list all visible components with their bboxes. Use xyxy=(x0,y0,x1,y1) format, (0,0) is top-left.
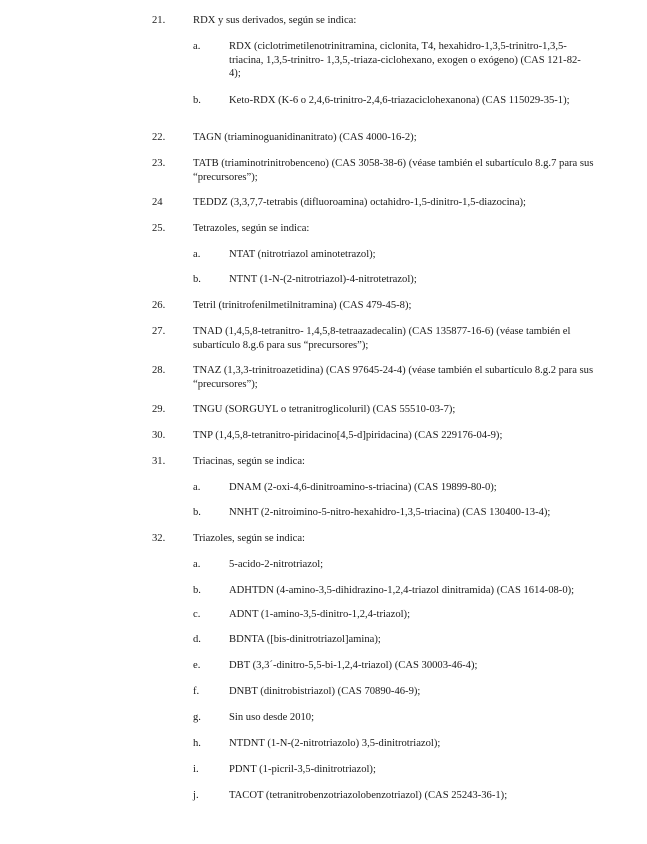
item-number: 31. xyxy=(152,456,166,467)
sub-item-text: NTAT (nitrotriazol aminotetrazol); xyxy=(229,249,376,260)
item-number: 26. xyxy=(152,300,166,311)
sub-item-letter: g. xyxy=(193,712,201,723)
item-text: TNAD (1,4,5,8-tetranitro- 1,4,5,8-tetraazadecalin) (CAS 135877-16-6) (véase también el subartículo 8.g.6 para sus “precursores”); xyxy=(193,326,571,351)
item-number: 25. xyxy=(152,223,166,234)
sub-item-letter: c. xyxy=(193,609,201,620)
sub-item-text: DBT (3,3´-dinitro-5,5-bi-1,2,4-triazol) (CAS 30003-46-4); xyxy=(229,660,478,671)
item-number: 27. xyxy=(152,326,166,337)
sub-item-text: NTNT (1-N-(2-nitrotriazol)-4-nitrotetrazol); xyxy=(229,274,417,285)
item-number: 21. xyxy=(152,15,166,26)
sub-item-letter: h. xyxy=(193,738,201,749)
sub-item-letter: b. xyxy=(193,274,201,285)
item-text: Tetrazoles, según se indica: xyxy=(193,223,310,234)
sub-item-text: DNAM (2-oxi-4,6-dinitroamino-s-triacina) (CAS 19899-80-0); xyxy=(229,482,497,493)
sub-item-letter: e. xyxy=(193,660,201,671)
item-number: 22. xyxy=(152,132,166,143)
sub-item-text: Keto-RDX (K-6 o 2,4,6-trinitro-2,4,6-triazaciclohexanona) (CAS 115029-35-1); xyxy=(229,95,570,106)
sub-item-text: NTDNT (1-N-(2-nitrotriazolo) 3,5-dinitrotriazol); xyxy=(229,738,441,749)
item-number: 29. xyxy=(152,404,166,415)
sub-item-letter: a. xyxy=(193,482,201,493)
sub-item-letter: a. xyxy=(193,41,201,52)
sub-item-text: 5-acido-2-nitrotriazol; xyxy=(229,559,324,570)
sub-item-text: NNHT (2-nitroimino-5-nitro-hexahidro-1,3,5-triacina) (CAS 130400-13-4); xyxy=(229,507,551,518)
sub-item-text: TACOT (tetranitrobenzotriazolobenzotriazol) (CAS 25243-36-1); xyxy=(229,790,508,801)
sub-item-text: RDX (ciclotrimetilenotrinitramina, ciclonita, T4, hexahidro-1,3,5-trinitro-1,3,5-triacina, 1,3,5-trinitro- 1,3,5,-triaza-ciclohexano, exogen o exógeno) (CAS 121-82-4); xyxy=(229,41,581,80)
sub-item-text: ADNT (1-amino-3,5-dinitro-1,2,4-triazol); xyxy=(229,609,411,620)
item-number: 24 xyxy=(152,197,163,208)
item-text: Tetril (trinitrofenilmetilnitramina) (CAS 479-45-8); xyxy=(193,300,412,311)
item-text: TEDDZ (3,3,7,7-tetrabis (difluoroamina) octahidro-1,5-dinitro-1,5-diazocina); xyxy=(193,197,527,208)
sub-item-letter: f. xyxy=(193,686,200,697)
sub-item-letter: i. xyxy=(193,764,199,775)
item-text: TATB (triaminotrinitrobenceno) (CAS 3058-38-6) (véase también el subartículo 8.g.7 para sus “precursores”); xyxy=(193,158,594,183)
sub-item-letter: b. xyxy=(193,585,201,596)
sub-item-letter: j. xyxy=(193,790,199,801)
sub-item-letter: a. xyxy=(193,559,201,570)
sub-item-text: PDNT (1-picril-3,5-dinitrotriazol); xyxy=(229,764,376,775)
item-number: 23. xyxy=(152,158,166,169)
sub-item-text: Sin uso desde 2010; xyxy=(229,712,315,723)
item-text: TNP (1,4,5,8-tetranitro-piridacino[4,5-d]piridacina) (CAS 229176-04-9); xyxy=(193,430,503,441)
sub-item-letter: b. xyxy=(193,507,201,518)
sub-item-text: BDNTA ([bis-dinitrotriazol]amina); xyxy=(229,634,381,645)
sub-item-text: DNBT (dinitrobistriazol) (CAS 70890-46-9); xyxy=(229,686,421,697)
sub-item-text: ADHTDN (4-amino-3,5-dihidrazino-1,2,4-triazol dinitramida) (CAS 1614-08-0); xyxy=(229,585,575,596)
item-number: 30. xyxy=(152,430,166,441)
item-text: Triazoles, según se indica: xyxy=(193,533,305,544)
item-text: TNGU (SORGUYL o tetranitroglicoluril) (CAS 55510-03-7); xyxy=(193,404,456,415)
sub-item-letter: d. xyxy=(193,634,201,645)
sub-item-letter: a. xyxy=(193,249,201,260)
item-number: 28. xyxy=(152,365,166,376)
item-text: TAGN (triaminoguanidinanitrato) (CAS 4000-16-2); xyxy=(193,132,417,143)
item-text: RDX y sus derivados, según se indica: xyxy=(193,15,357,26)
item-text: Triacinas, según se indica: xyxy=(193,456,305,467)
item-text: TNAZ (1,3,3-trinitroazetidina) (CAS 97645-24-4) (véase también el subartículo 8.g.2 para sus “precursores”); xyxy=(193,365,594,390)
sub-item-letter: b. xyxy=(193,95,201,106)
item-number: 32. xyxy=(152,533,166,544)
